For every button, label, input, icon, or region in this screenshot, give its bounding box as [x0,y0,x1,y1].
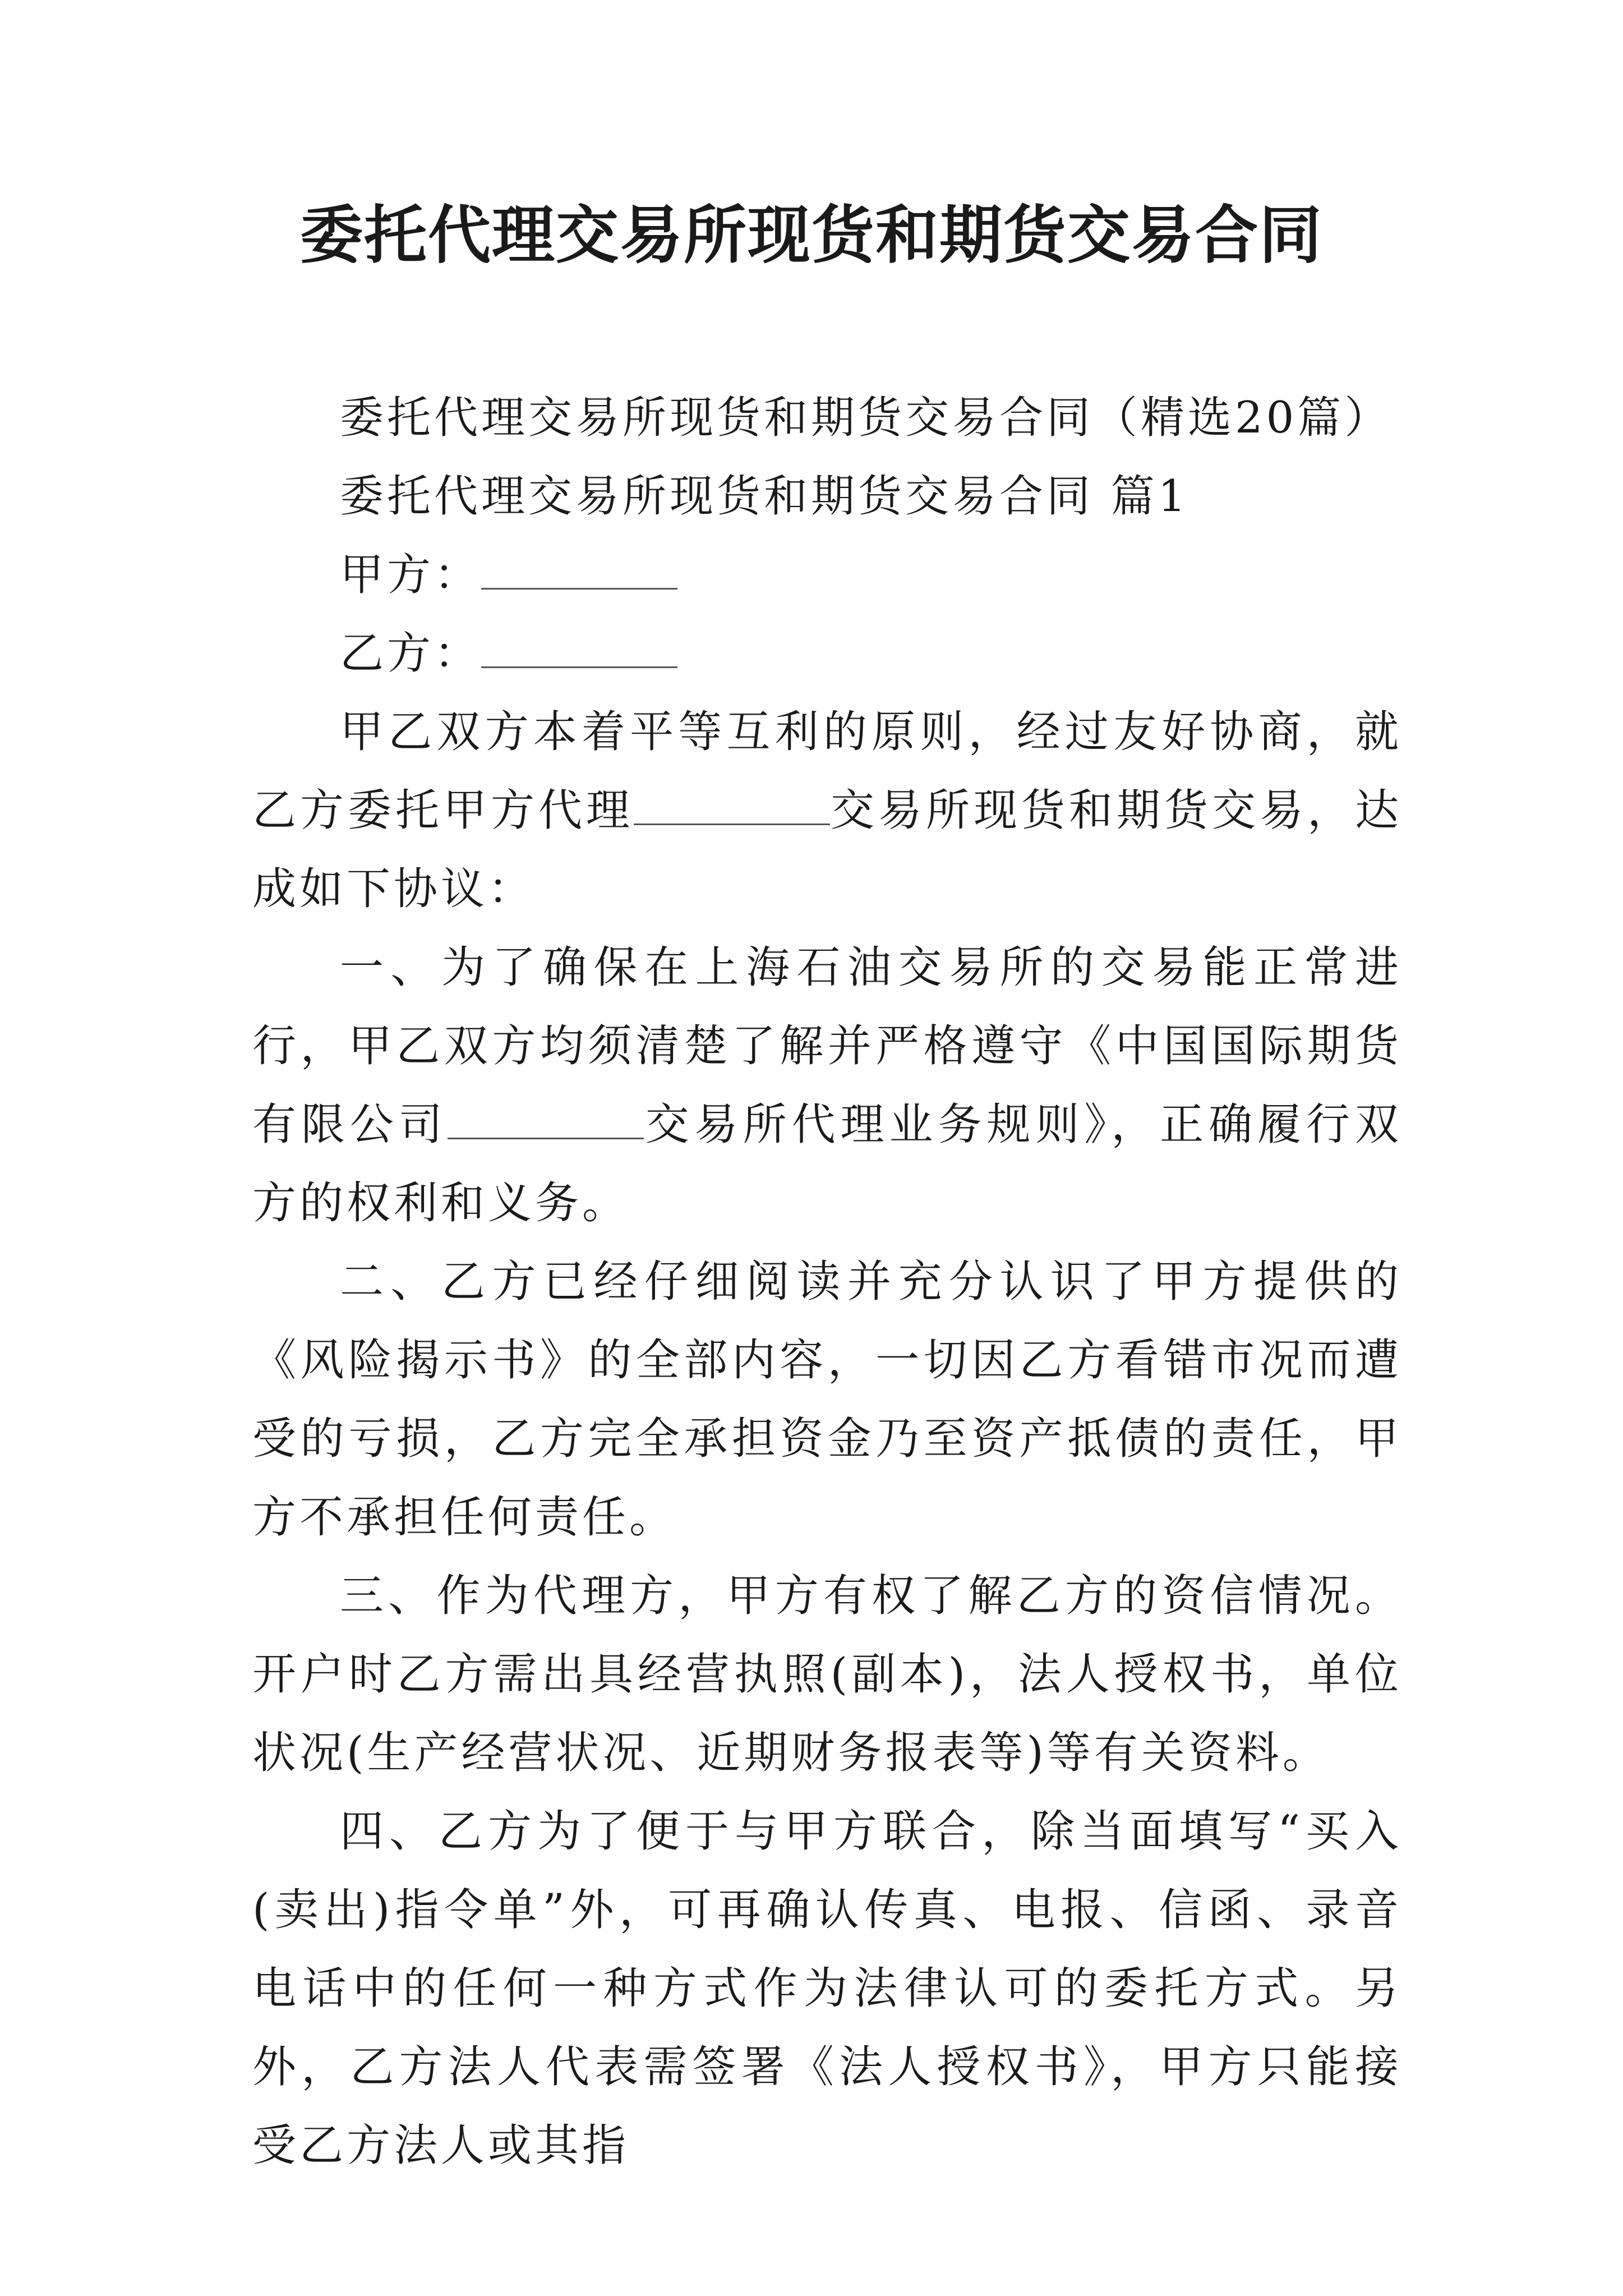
party-b-blank [481,635,677,668]
intro-text-1: 甲乙双方本着平等互利的原则，经过友好协商，就乙方委托甲方代理 [252,707,1402,836]
clause-1-text-2: 交易所代理业务规则》，正确履行双方的权利和义务。 [252,1099,1402,1228]
party-b-line [252,614,1402,693]
document-title: 委托代理交易所现货和期货交易合同 [300,199,1323,272]
clause-3: 三、作为代理方，甲方有权了解乙方的资信情况。开户时乙方需出具经营执照(副本)，法人授权书，单位状况(生产经营状况、近期财务报表等)等有关资料。 [252,1571,1402,1778]
clause-2: 二、乙方已经仔细阅读并充分认识了甲方提供的《风险揭示书》的全部内容，一切因乙方看错市况而遭受的亏损，乙方完全承担资金乃至资产抵债的责任，甲方不承担任何责任。 [252,1257,1402,1543]
party-a-label: 甲方： [340,550,482,600]
party-b-label: 乙方： [340,628,482,679]
subtitle: 委托代理交易所现货和期货交易合同（精选20篇） [340,393,1392,443]
clause-1-text-1: 一、为了确保在上海石油交易所的交易能正常进行，甲乙双方均须清楚了解并严格遵守《中国国际期货有限公司 [252,942,1402,1150]
section-heading: 委托代理交易所现货和期货交易合同 篇1 [340,471,1189,522]
exchange-blank [634,792,830,825]
document-body [252,379,1402,2185]
clause-1 [252,928,1402,1243]
party-a-blank [481,556,677,590]
intro-text-2: 交易所现货和期货交易，达成如下协议： [252,785,1402,914]
party-a-line [252,536,1402,614]
clause-1-blank [448,1106,644,1139]
intro-paragraph [252,693,1402,928]
clause-4: 四、乙方为了便于与甲方联合，除当面填写“买入(卖出)指令单”外，可再确认传真、电报、信函、录音电话中的任何一种方式作为法律认可的委托方式。另外，乙方法人代表需签署《法人授权书》，甲方只能接受乙方法人或其指 [252,1806,1402,2171]
